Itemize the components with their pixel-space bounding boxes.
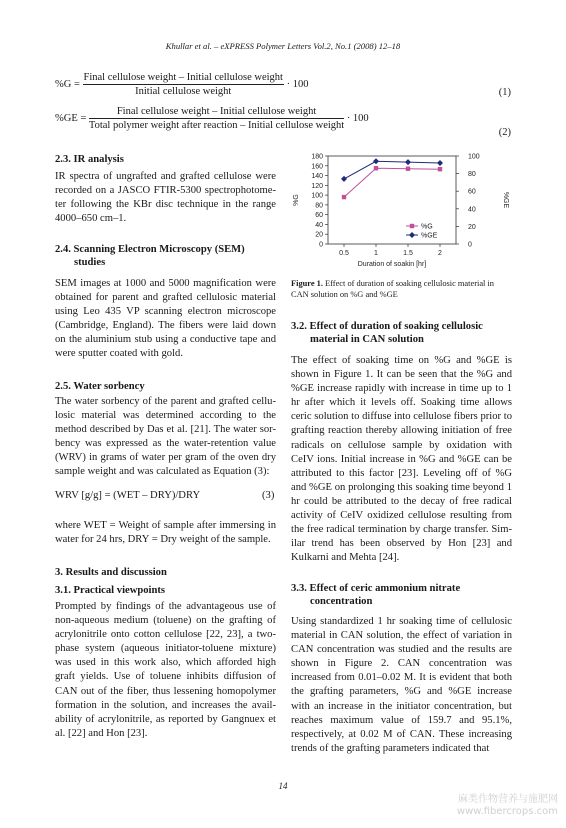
section-2-4-heading — [55, 243, 245, 269]
figure-1-caption — [291, 278, 511, 300]
equation-1-number: (1) — [498, 87, 511, 98]
data-point-g — [342, 195, 346, 199]
section-3-3-heading — [291, 582, 460, 608]
section-2-4-paragraph: SEM images at 1000 and 5000 magnification were obtained for parent and grafted cellulosic material using Leo 435 VP scanning electron microscope (Cambridge, England). The fibers were laid down on the aluminium stub using a conductive tape and were sputter coated with gold. — [55, 278, 276, 360]
series-line-g — [344, 168, 440, 197]
legend-marker-g — [410, 224, 414, 228]
y-tick-label: 60 — [315, 212, 323, 220]
section-3-2-paragraph: The effect of soaking time on %G and %GE is shown in Figure 1. It can be seen that the %G and %GE increase rapidly with increase in time up to 1 hr after which it levels off. Soaking time allows ceric solution to diffuse into cellulose fibers prior to grafting reaction thereby allowing initiation of free radicals on cellulose sample by oxidation with CeIV ions. Initial increase in %G and %GE can be attributed to this factor [23]. Leveling off of %G and %GE on prolonging this soaking time beyond 1 hr could be attributed to the decay of free radical activity of CeIV oxidized cellulose resulting from the free radical termination by charge transfer. Sim-ilar trend has been observed by Hon [23] and Kulkarni and Mehta [24]. — [291, 355, 512, 564]
y-tick-label: 140 — [311, 173, 323, 181]
y-tick-label: 180 — [311, 153, 323, 161]
data-point-g — [374, 166, 378, 170]
y2-tick-label: 40 — [468, 206, 476, 214]
section-2-4-heading-line2: studies — [74, 257, 106, 268]
data-point-g — [406, 167, 410, 171]
definitions-paragraph: where WET = Weight of sample after immersing in water for 24 hrs, DRY = Dry weight of the sample. — [55, 520, 276, 546]
y2-tick-label: 100 — [468, 153, 480, 161]
section-2-3-text — [55, 170, 276, 226]
y-tick-label: 100 — [311, 192, 323, 200]
equation-1 — [55, 72, 308, 97]
y-tick-label: 20 — [315, 231, 323, 239]
x-axis-label: Duration of soakin [hr] — [357, 261, 427, 268]
y2-tick-label: 60 — [468, 188, 476, 196]
y-axis-label: %G — [293, 194, 300, 206]
eq1-fraction — [83, 72, 284, 97]
equation-2-number: (2) — [498, 127, 511, 138]
figure-1-chart — [290, 148, 512, 270]
y2-axis-label: %GE — [502, 191, 509, 209]
section-2-3-heading: 2.3. IR analysis — [55, 154, 124, 165]
eq1-tail: · 100 — [286, 78, 309, 90]
y-tick-label: 80 — [315, 202, 323, 210]
section-2-5-text — [55, 395, 276, 480]
section-2-4-text — [55, 277, 276, 362]
equation-2 — [55, 106, 369, 131]
watermark-line2: www.fibercrops.com — [456, 806, 558, 817]
section-3-2-text — [291, 354, 512, 565]
y2-tick-label: 80 — [468, 171, 476, 179]
x-tick-label: 1 — [374, 250, 378, 257]
figure-1-label: Figure 1. — [291, 279, 323, 288]
eq2-tail: · 100 — [346, 112, 369, 124]
watermark-line1: 麻类作物营养与施肥网 — [458, 794, 558, 805]
section-3-2-heading — [291, 320, 483, 346]
y-tick-label: 40 — [315, 221, 323, 229]
figure-1-caption-text: Effect of duration of soaking cellulosic material in CAN solution on %G and %GE — [291, 279, 494, 299]
section-3-1-paragraph: Prompted by findings of the advantageous use of non-aqueous medium (toluene) on the grafting of acrylonitrile onto cotton cellulose [22, 23], a two-phase system (aqueous initiator-toluene mixture) was used in this work also, which afforded high graft yields. Use of toluene inhibits diffusion of CAN out of the fiber, thus lessening homopolymer formation in the solution, and increases the avail-ability of acrylonitrile, as reported by Gangnuex et al. [22] and Hon [23]. — [55, 601, 276, 739]
equation-3-number: (3) — [262, 490, 275, 501]
page-number: 14 — [278, 781, 288, 791]
section-2-5-paragraph: The water sorbency of the parent and grafted cellu-losic material was determined according to the method described by Das et al. [21]. The water sor-bency was expressed as the water-retention value (WRV) in grams of water per gram of the oven dry sample weight and was calculated as Equation (3): — [55, 396, 276, 478]
eq1-numerator: Final cellulose weight – Initial cellulose weight — [83, 72, 283, 83]
legend-label-g: %G — [421, 223, 433, 231]
legend-label-ge: %GE — [421, 232, 438, 240]
legend-marker-ge — [409, 232, 415, 238]
y2-tick-label: 0 — [468, 241, 472, 249]
section-3-2-heading-line2: material in CAN solution — [310, 334, 424, 345]
data-point-ge — [373, 158, 379, 164]
equation-3-definitions — [55, 519, 276, 547]
section-3-1-text — [55, 600, 276, 741]
data-point-g — [438, 167, 442, 171]
eq1-denominator: Initial cellulose weight — [135, 86, 232, 97]
running-header: Khullar et al. – eXPRESS Polymer Letters Vol.2, No.1 (2008) 12–18 — [165, 41, 401, 51]
section-2-3-paragraph: IR spectra of ungrafted and grafted cellulose were recorded on a JASCO FTIR-5300 spectrophotome-ter following the KBr disc technique in the range 4000–650 cm–1. — [55, 171, 276, 225]
section-2-5-heading: 2.5. Water sorbency — [55, 381, 145, 392]
data-point-ge — [437, 160, 443, 166]
section-3-3-text — [291, 615, 512, 756]
eq1-lhs: %G = — [55, 78, 80, 90]
y-tick-label: 160 — [311, 163, 323, 171]
eq2-denominator: Total polymer weight after reaction – Initial cellulose weight — [88, 120, 345, 131]
watermark — [457, 794, 558, 818]
section-2-4-heading-line1: 2.4. Scanning Electron Microscopy (SEM) — [55, 244, 245, 255]
eq2-numerator: Final cellulose weight – Initial cellulose weight — [89, 106, 344, 119]
section-3-3-paragraph: Using standardized 1 hr soaking time of cellulosic material in CAN solution, the effect of variation in CAN concentration was studied and the results are shown in Figure 2. CAN concentration was increased from 0.01–0.02 M. It is evident that both the grafting parameters, %G and %GE increase with an increase in the initiator concentration, but reaches maximum value of 159.7 and 95.1%, respectively, at 0.02 M of CAN. These increasing trends of the grafting parameters indicated that — [291, 616, 512, 754]
section-3-2-heading-line1: 3.2. Effect of duration of soaking cellulosic — [291, 321, 483, 332]
x-tick-label: 1.5 — [403, 250, 413, 257]
y-tick-label: 120 — [311, 182, 323, 190]
series-line-ge — [344, 161, 440, 179]
data-point-ge — [341, 176, 347, 182]
section-3-1-heading: 3.1. Practical viewpoints — [55, 585, 166, 596]
y-tick-label: 0 — [319, 241, 323, 249]
section-3-heading: 3. Results and discussion — [55, 567, 167, 578]
x-tick-label: 0.5 — [339, 250, 349, 257]
x-tick-label: 2 — [438, 250, 442, 257]
section-3-3-heading-line2: concentration — [310, 596, 373, 607]
equation-3: WRV [g/g] = (WET – DRY)/DRY — [55, 490, 201, 501]
data-point-ge — [405, 159, 411, 165]
eq2-fraction — [89, 106, 344, 131]
section-3-3-heading-line1: 3.3. Effect of ceric ammonium nitrate — [291, 583, 461, 594]
eq2-lhs: %GE = — [55, 112, 87, 124]
y2-tick-label: 20 — [468, 223, 476, 231]
